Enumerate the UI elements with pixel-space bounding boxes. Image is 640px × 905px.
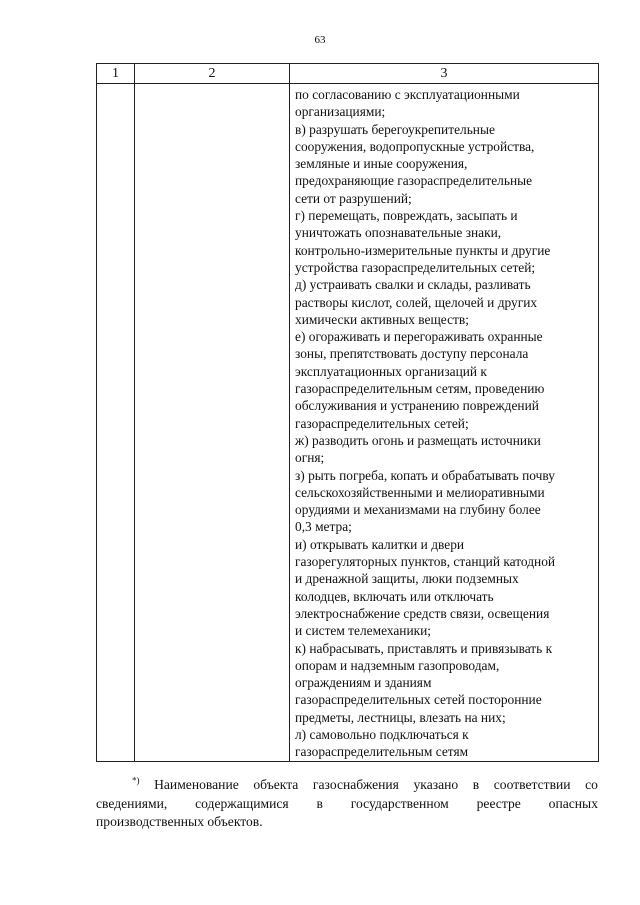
col3-line: электроснабжение средств связи, освещения [295, 605, 550, 621]
col3-line: з) рыть погреба, копать и обрабатывать почву [295, 467, 555, 483]
col3-line: организациями; [295, 104, 386, 120]
cell-col-2 [135, 84, 290, 762]
col3-line: сооружения, водопропускные устройства, [295, 138, 535, 154]
col3-line: химически активных веществ; [295, 311, 469, 327]
col3-line: газораспределительным сетям, проведению [295, 381, 545, 397]
col3-line: обслуживания и устранению повреждений [295, 398, 539, 414]
page-number: 63 [314, 34, 326, 46]
col3-line: зоны, препятствовать доступу персонала [295, 346, 529, 362]
cell-col-1 [97, 84, 135, 762]
col3-line: к) набрасывать, приставлять и привязывать к [295, 640, 553, 656]
content-table [96, 63, 599, 762]
col3-line: л) самовольно подключаться к [295, 726, 469, 742]
col3-line: газораспределительных сетей; [295, 415, 469, 431]
footnote-line-2: сведениями, содержащимися в государственном реестре опасных [96, 795, 598, 811]
col3-line: земляные и иные сооружения, [295, 156, 468, 172]
col3-line: уничтожать опознавательные знаки, [295, 225, 502, 241]
col3-line: ограждениям и зданиям [295, 675, 432, 691]
col3-line: контрольно-измерительные пункты и другие [295, 242, 551, 258]
table-row [97, 84, 599, 762]
col3-line: газораспределительным сетям [295, 744, 469, 760]
col3-line: и дренажной защиты, люки подземных [295, 571, 519, 587]
col3-line: в) разрушать берегоукрепительные [295, 121, 495, 137]
col3-line: сельскохозяйственными и мелиоративными [295, 484, 545, 500]
col3-line: колодцев, включать или отключать [295, 588, 494, 604]
col3-line: газорегуляторных пунктов, станций катодной [295, 554, 556, 570]
col3-line: е) огораживать и перегораживать охранные [295, 329, 543, 345]
cell-col-3 [290, 84, 599, 762]
col3-text [290, 84, 598, 761]
header-col-2: 2 [135, 64, 290, 84]
col3-line: устройства газораспределительных сетей; [295, 259, 536, 275]
footnote-text-1: Наименование объекта газоснабжения указано в соответствии со [154, 777, 598, 792]
col3-line: и систем телемеханики; [295, 623, 432, 639]
footnote [96, 776, 598, 832]
col3-line: огня; [295, 450, 325, 466]
footnote-marker: *) [132, 775, 140, 786]
col3-line: предметы, лестницы, влезать на них; [295, 709, 506, 725]
col3-line: г) перемещать, повреждать, засыпать и [295, 208, 518, 224]
header-col-1: 1 [97, 64, 135, 84]
footnote-line-3: производственных объектов. [96, 814, 263, 829]
col3-line: предохраняющие газораспределительные [295, 173, 533, 189]
header-col-3: 3 [290, 64, 599, 84]
col3-line: опорам и надземным газопроводам, [295, 657, 500, 673]
col3-line: растворы кислот, солей, щелочей и других [295, 294, 538, 310]
col3-line: по согласованию с эксплуатационными [295, 87, 520, 102]
footnote-line-1 [96, 776, 598, 795]
col3-line: эксплуатационных организаций к [295, 363, 487, 379]
col3-line: газораспределительных сетей посторонние [295, 692, 542, 708]
table-header-row [97, 64, 599, 84]
col3-line: ж) разводить огонь и размещать источники [295, 432, 541, 448]
col3-line: сети от разрушений; [295, 190, 412, 206]
col3-line: орудиями и механизмами на глубину более [295, 502, 541, 518]
col3-line: д) устраивать свалки и склады, разливать [295, 277, 531, 293]
col3-line: и) открывать калитки и двери [295, 536, 465, 552]
col3-line: 0,3 метра; [295, 519, 352, 535]
